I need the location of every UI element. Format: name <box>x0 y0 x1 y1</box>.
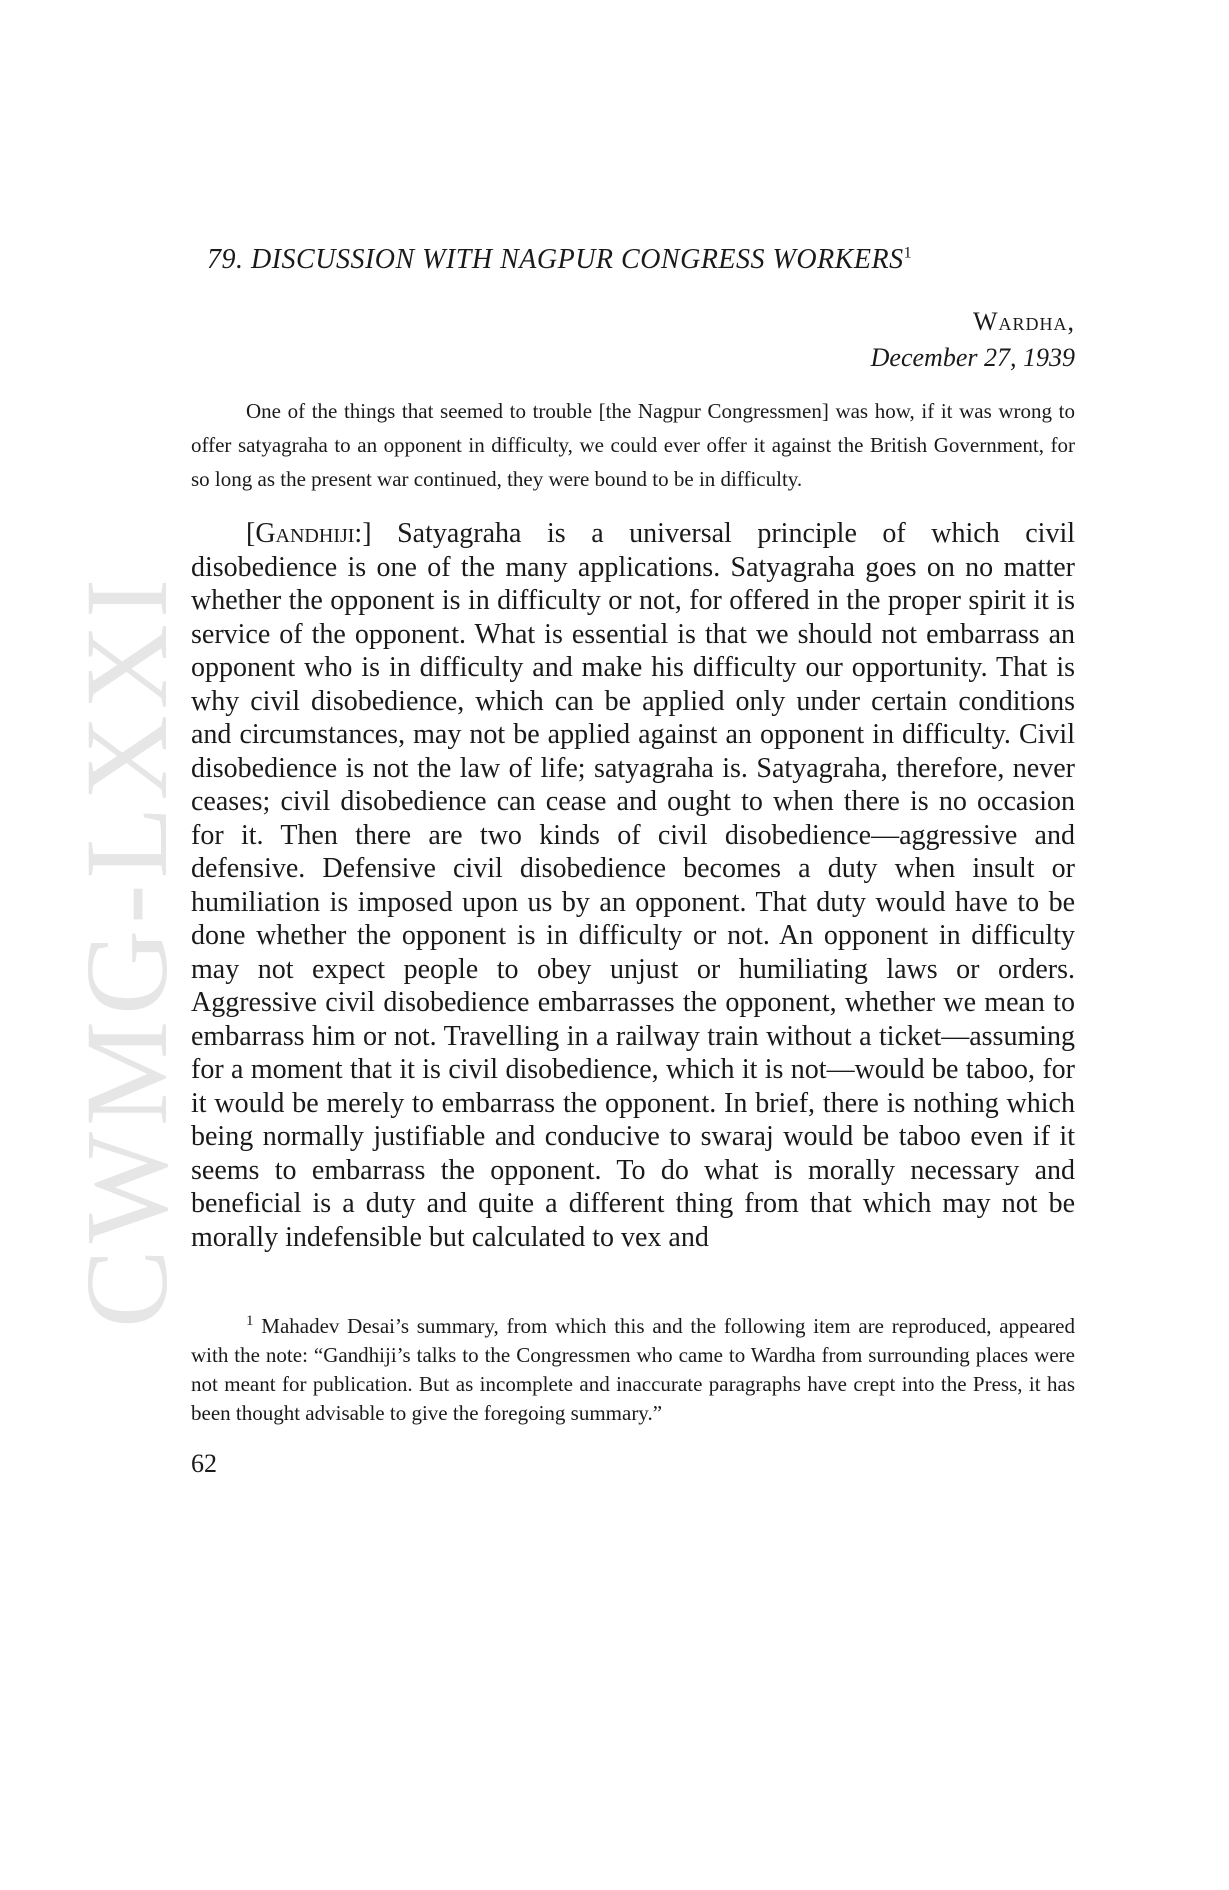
page-content <box>191 244 1075 1479</box>
heading-footnote-mark: 1 <box>903 244 913 262</box>
heading-title: 79. DISCUSSION WITH NAGPUR CONGRESS WORKERS <box>207 244 904 275</box>
footnote-mark: 1 <box>246 1313 254 1329</box>
intro-paragraph: One of the things that seemed to trouble [the Nagpur Congressmen] was how, if it was wrong to offer satyagraha to an opponent in difficulty, we could ever offer it against the British Government, for so long as the present war continued, they were bound to be in difficulty. <box>191 399 1075 491</box>
footnote <box>191 1312 1075 1428</box>
document-heading <box>207 244 1075 276</box>
dateline <box>191 304 1075 376</box>
speech-paragraph <box>191 517 1075 1254</box>
speech-text: Satyagraha is a universal principle of which civil disobedience is one of the many applications. Satyagraha goes on no matter whether the opponent is in difficulty or not, for offered in the proper spirit it is service of the opponent. What is essential is that we should not embarrass an opponent who is in difficulty and make his difficulty our opportunity. That is why civil disobedience, which can be applied only under certain conditions and circumstances, may not be applied against an opponent in difficulty. Civil disobedience is not the law of life; satyagraha is. Satyagraha, therefore, never ceases; civil disobedience can cease and ought to when there is no occasion for it. Then there are two kinds of civil disobedience—aggressive and defensive. Defensive civil disobedience becomes a duty when insult or humiliation is imposed upon us by an opponent. That duty would have to be done whether the opponent is in difficulty or not. An opponent in difficulty may not expect people to obey unjust or humiliating laws or orders. Aggressive civil disobedience embarrasses the opponent, whether we mean to embarrass him or not. Travelling in a railway train without a ticket—assuming for a moment that it is civil disobedience, which it is not—would be taboo, for it would be merely to embarrass the opponent. In brief, there is nothing which being normally justifiable and conducive to swaraj would be taboo even if it seems to embarrass the opponent. To do what is morally necessary and beneficial is a duty and quite a different thing from that which may not be morally indefensible but calculated to vex and <box>191 518 1075 1253</box>
page-number: 62 <box>191 1449 217 1478</box>
dateline-place: Wardha, <box>972 307 1075 336</box>
speaker-label: [Gandhiji:] <box>246 518 372 549</box>
watermark: CWMG-LXXI <box>61 572 192 1328</box>
dateline-date: December 27, 1939 <box>870 343 1075 372</box>
footnote-text: Mahadev Desai’s summary, from which this and the following item are reproduced, appeared with the note: “Gandhiji’s talks to the Congressmen who came to Wardha from surrounding places were not meant for publication. But as incomplete and inaccurate paragraphs have crept into the Press, it has been thought advisable to give the foregoing summary.” <box>191 1314 1075 1425</box>
